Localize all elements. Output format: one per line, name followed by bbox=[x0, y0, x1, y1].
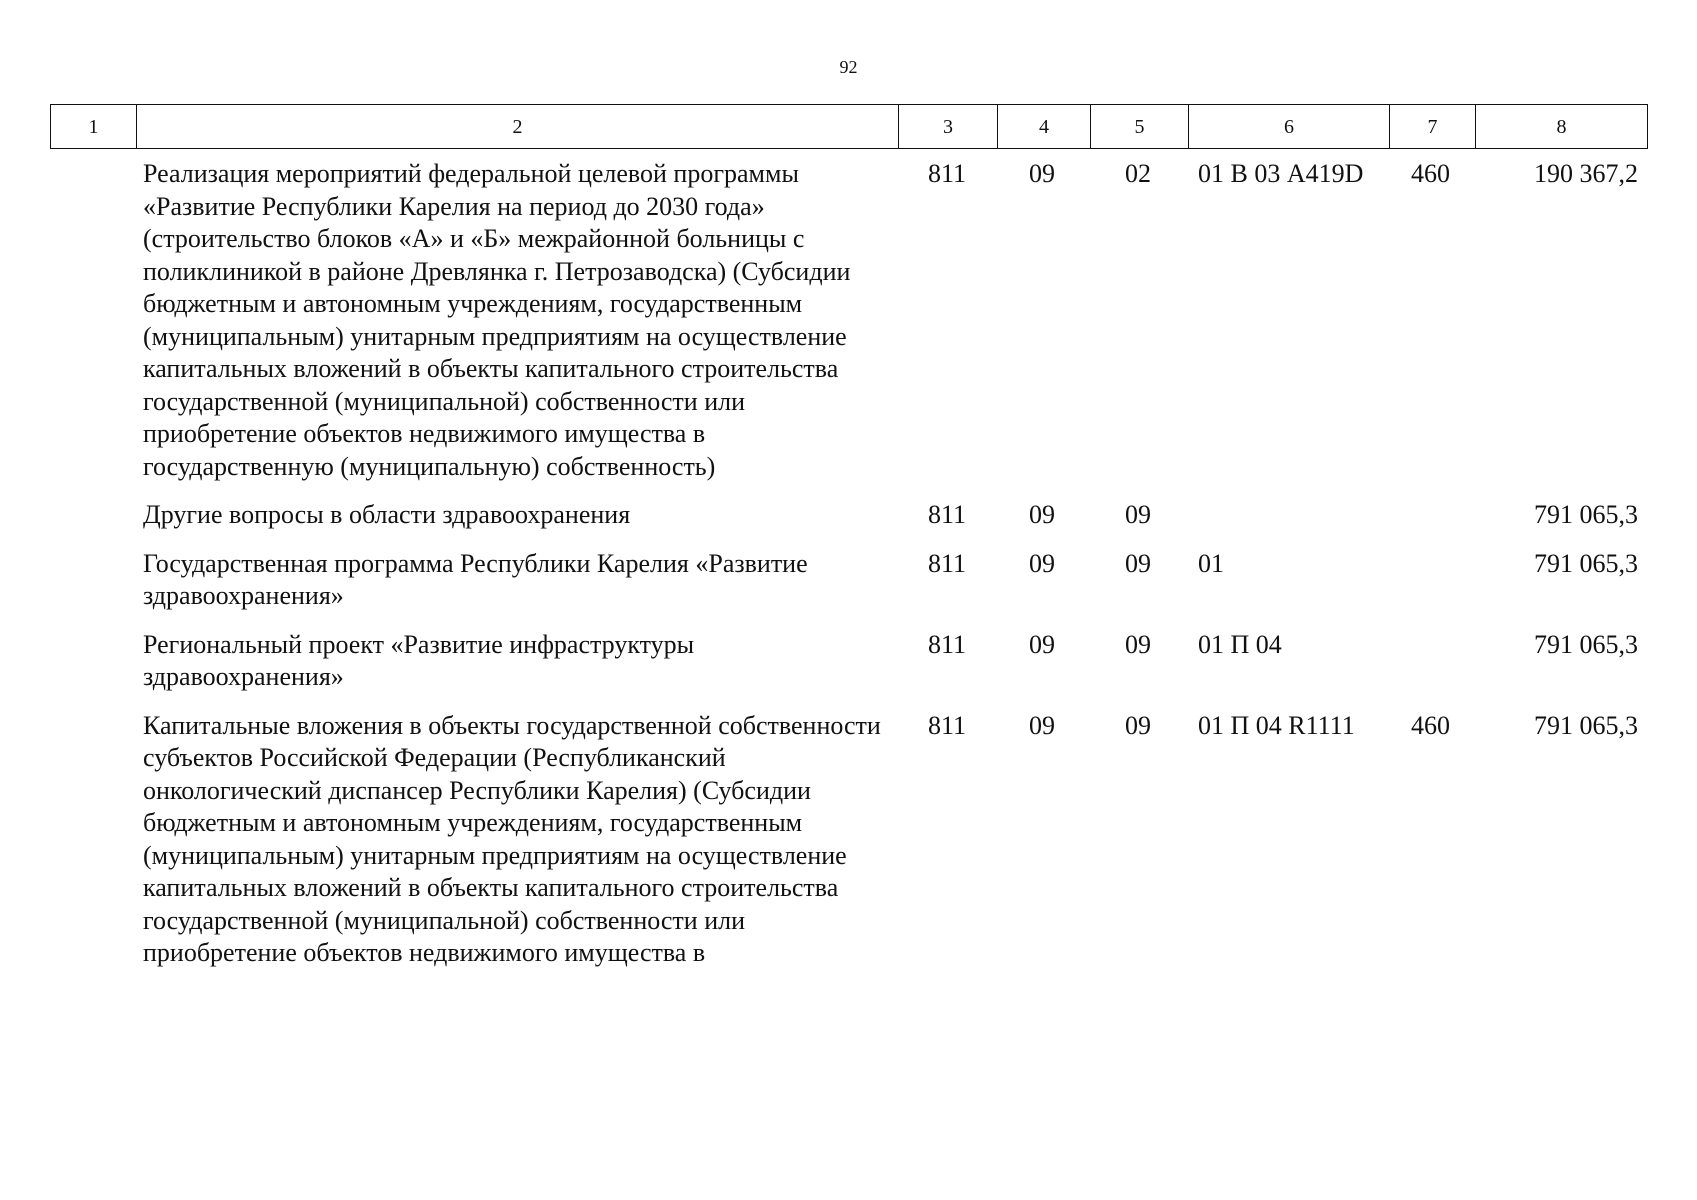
table-row bbox=[50, 710, 1647, 986]
row-ministry-code: 811 bbox=[928, 629, 967, 659]
table-row bbox=[50, 158, 1647, 499]
row-description: Региональный проект «Развитие инфраструктуры здравоохранения» bbox=[143, 629, 695, 691]
column-number-8: 8 bbox=[1476, 105, 1648, 149]
row-description: Государственная программа Республики Карелия «Развитие здравоохранения» bbox=[143, 548, 808, 610]
column-number-5: 5 bbox=[1091, 105, 1189, 149]
column-number-4: 4 bbox=[998, 105, 1091, 149]
table-row bbox=[50, 548, 1647, 629]
row-description: Реализация мероприятий федеральной целевой программы «Развитие Республики Карелия на период до 2030 года» (строительство блоков «А» и «Б» межрайонной больницы с поликлиникой в районе Древлянка г. Петрозаводска) (Субсидии бюджетным и автономным учреждениям, государственным (муниципальным) унитарным предприятиям на осуществление капитальных вложений в объекты капитального строительства государственной (муниципальной) собственности или приобретение объектов недвижимого имущества в государственную (муниципальную) собственность) bbox=[143, 159, 851, 481]
row-section-code: 09 bbox=[1029, 159, 1055, 188]
row-target-article: 01 П 04 R1111 bbox=[1198, 710, 1355, 740]
row-description: Другие вопросы в области здравоохранения bbox=[143, 500, 631, 529]
column-number-2: 2 bbox=[137, 105, 899, 149]
row-target-article: 01 bbox=[1198, 548, 1224, 578]
column-number-row bbox=[51, 105, 1648, 149]
row-section-code: 09 bbox=[1029, 629, 1055, 659]
budget-table-body bbox=[50, 158, 1647, 986]
row-description: Капитальные вложения в объекты государственной собственности субъектов Российской Федерации (Республиканский онкологический диспансер Республики Карелия) (Субсидии бюджетным и автономным учреждениям, государственным (муниципальным) унитарным предприятиям на осуществление капитальных вложений в объекты капитального строительства государственной (муниципальной) собственности или приобретение объектов недвижимого имущества в bbox=[143, 710, 881, 967]
row-ministry-code: 811 bbox=[928, 548, 967, 578]
column-header-table bbox=[50, 104, 1648, 149]
row-subsection-code: 02 bbox=[1125, 159, 1151, 188]
row-section-code: 09 bbox=[1029, 710, 1055, 740]
row-amount: 791 065,3 bbox=[1534, 500, 1638, 529]
row-expense-type: 460 bbox=[1411, 159, 1450, 188]
column-number-3: 3 bbox=[899, 105, 998, 149]
row-amount: 190 367,2 bbox=[1534, 159, 1638, 188]
row-subsection-code: 09 bbox=[1125, 500, 1151, 529]
row-amount: 791 065,3 bbox=[1534, 629, 1638, 659]
table-row bbox=[50, 499, 1647, 548]
page-number: 92 bbox=[839, 57, 858, 77]
row-section-code: 09 bbox=[1029, 500, 1055, 529]
row-expense-type bbox=[1389, 548, 1475, 629]
row-target-article: 01 П 04 bbox=[1198, 629, 1282, 659]
row-section-code: 09 bbox=[1029, 548, 1055, 578]
row-target-article bbox=[1188, 499, 1389, 548]
row-subsection-code: 09 bbox=[1125, 710, 1151, 740]
row-ministry-code: 811 bbox=[928, 500, 967, 529]
row-target-article: 01 В 03 А419D bbox=[1198, 159, 1364, 188]
row-ministry-code: 811 bbox=[928, 710, 967, 740]
row-expense-type bbox=[1389, 629, 1475, 710]
row-expense-type bbox=[1389, 499, 1475, 548]
column-number-1: 1 bbox=[51, 105, 137, 149]
row-amount: 791 065,3 bbox=[1534, 548, 1638, 578]
column-number-7: 7 bbox=[1390, 105, 1476, 149]
column-number-6: 6 bbox=[1189, 105, 1390, 149]
row-ministry-code: 811 bbox=[928, 159, 967, 188]
row-subsection-code: 09 bbox=[1125, 548, 1151, 578]
table-row bbox=[50, 629, 1647, 710]
row-subsection-code: 09 bbox=[1125, 629, 1151, 659]
row-expense-type: 460 bbox=[1411, 710, 1450, 740]
row-amount: 791 065,3 bbox=[1534, 710, 1638, 740]
